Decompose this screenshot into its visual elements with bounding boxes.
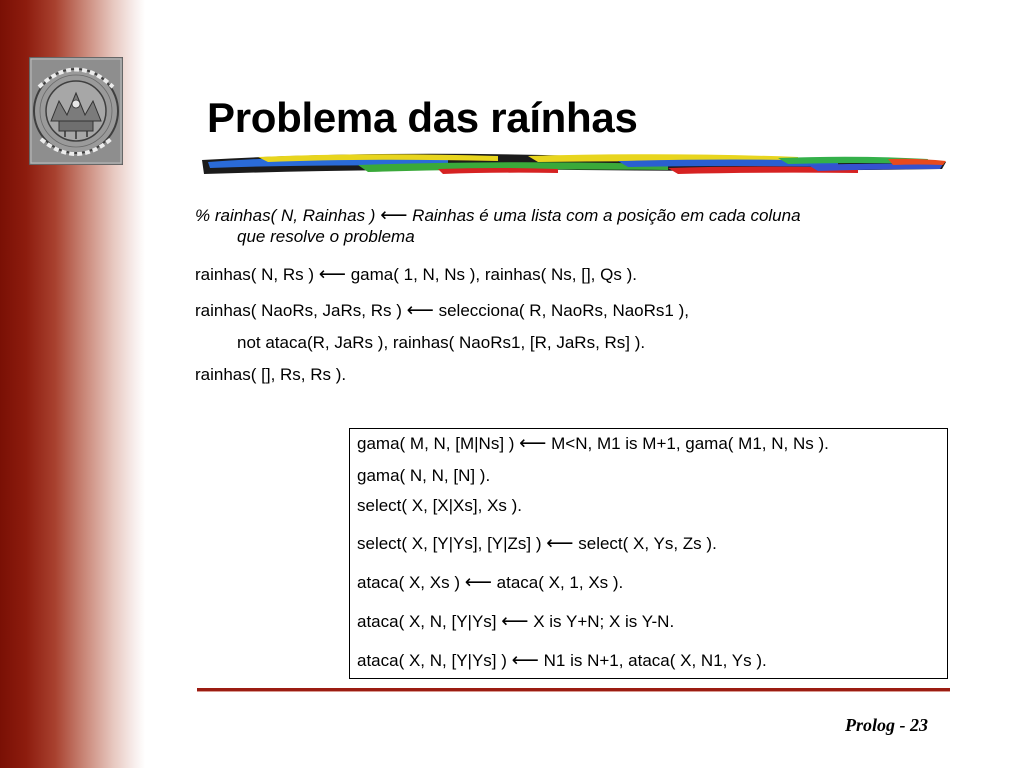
decorative-brush-stroke — [198, 148, 950, 182]
left-arrow-icon: ⟵ — [464, 572, 492, 593]
left-arrow-icon: ⟵ — [380, 205, 408, 226]
helper-predicates-box — [349, 428, 948, 679]
box-line: ataca( X, Xs ) ⟵ ataca( X, 1, Xs ). — [357, 572, 624, 593]
slide-title: Problema das raínhas — [207, 94, 638, 141]
left-arrow-icon: ⟵ — [406, 300, 434, 321]
box-line: gama( M, N, [M|Ns] ) ⟵ M<N, M1 is M+1, gama( M1, N, Ns ). — [357, 433, 829, 454]
code-line: not ataca(R, JaRs ), rainhas( NaoRs1, [R, JaRs, Rs] ). — [237, 333, 646, 352]
comment-line: % rainhas( N, Rainhas ) ⟵ Rainhas é uma lista com a posição em cada coluna — [195, 205, 801, 226]
left-arrow-icon: ⟵ — [501, 611, 529, 632]
box-line: ataca( X, N, [Y|Ys] ⟵ X is Y+N; X is Y-N. — [357, 611, 675, 632]
university-seal-logo — [29, 57, 123, 165]
code-line: rainhas( N, Rs ) ⟵ gama( 1, N, Ns ), rainhas( Ns, [], Qs ). — [195, 264, 637, 285]
left-arrow-icon: ⟵ — [546, 533, 574, 554]
box-line: select( X, [X|Xs], Xs ). — [357, 496, 523, 515]
left-arrow-icon: ⟵ — [318, 264, 346, 285]
box-line: ataca( X, N, [Y|Ys] ) ⟵ N1 is N+1, ataca( X, N1, Ys ). — [357, 650, 767, 671]
left-arrow-icon: ⟵ — [519, 433, 547, 454]
footer-divider — [197, 688, 950, 692]
left-arrow-icon: ⟵ — [511, 650, 539, 671]
box-line: select( X, [Y|Ys], [Y|Zs] ) ⟵ select( X, Ys, Zs ). — [357, 533, 717, 554]
code-line: rainhas( [], Rs, Rs ). — [195, 365, 347, 384]
slide-footer: Prolog - 23 — [845, 715, 928, 735]
comment-line-continuation: que resolve o problema — [237, 227, 415, 246]
code-line: rainhas( NaoRs, JaRs, Rs ) ⟵ selecciona( R, NaoRs, NaoRs1 ), — [195, 300, 689, 321]
box-line: gama( N, N, [N] ). — [357, 466, 491, 485]
